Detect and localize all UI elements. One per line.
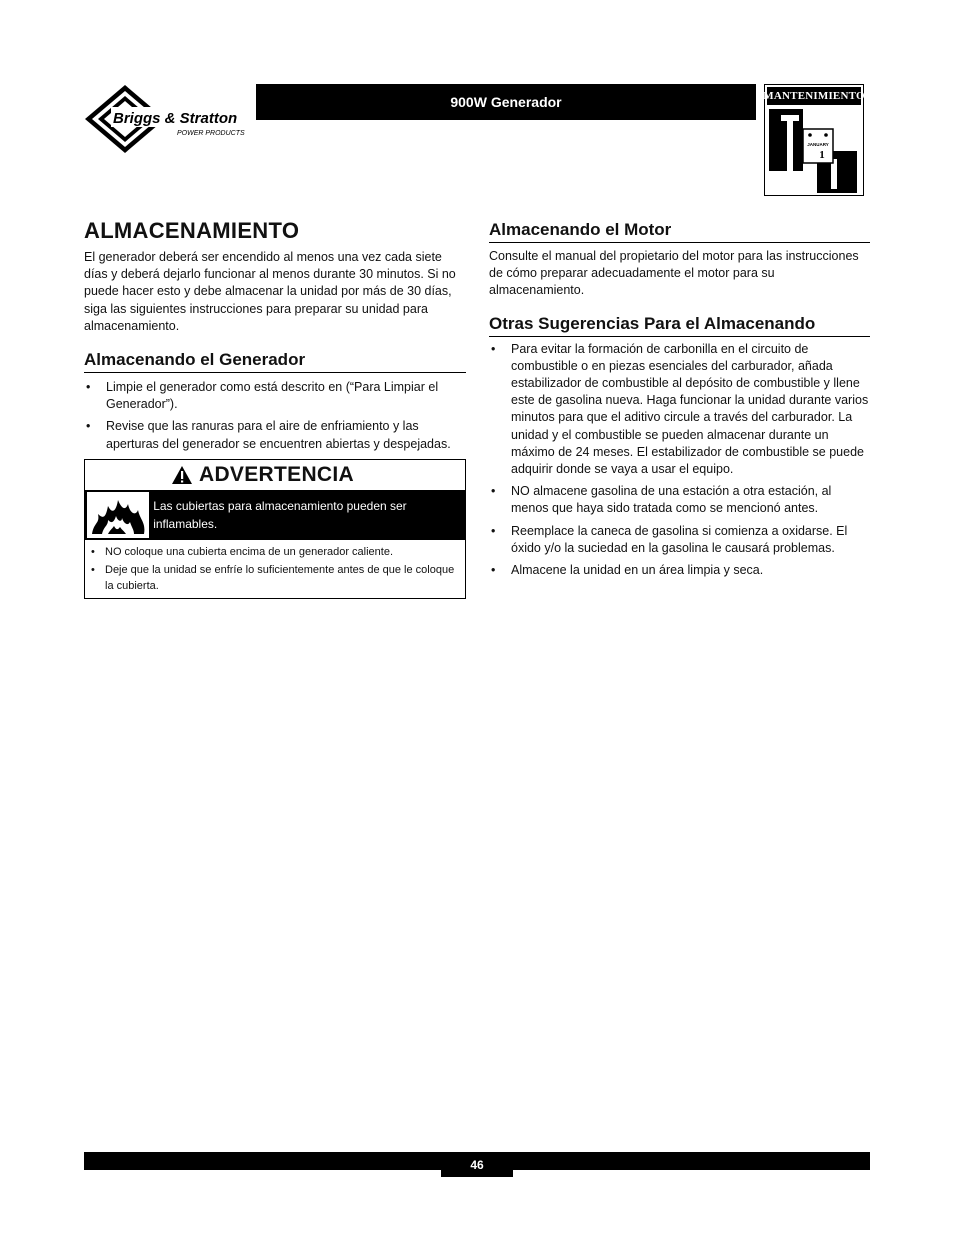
maintenance-badge-title: MANTENIMIENTO <box>767 87 861 105</box>
calendar-month: JANUARY <box>807 142 829 147</box>
product-title-bar <box>256 84 756 120</box>
right-column <box>489 220 870 579</box>
page-title: ALMACENAMIENTO <box>84 218 300 243</box>
calendar-wrench-icon <box>767 107 861 193</box>
calendar-day: 1 <box>819 149 825 161</box>
list-item: • NO coloque una cubierta encima de un generador caliente. <box>89 545 461 561</box>
warning-list <box>85 540 465 599</box>
list-item: • Revise que las ranuras para el aire de enfriamiento y las aperturas del generador se encuentren abiertas y despejadas. <box>84 418 466 452</box>
list-item: • Limpie el generador como está descrito en (“Para Limpiar el Generador”). <box>84 379 466 413</box>
flame-icon <box>87 492 149 538</box>
brand-name: Briggs & Stratton <box>113 110 238 127</box>
list-item: • Deje que la unidad se enfríe lo suficientemente antes de que le coloque la cubierta. <box>89 563 461 594</box>
warning-message: Las cubiertas para almacenamiento pueden ser inflamables. <box>153 498 407 531</box>
page-number-text: 46 <box>470 1157 484 1172</box>
warning-message-band <box>85 490 465 540</box>
product-title: 900W Generador <box>450 94 562 110</box>
motor-storage-heading: Almacenando el Motor <box>489 220 870 243</box>
briggs-stratton-logo <box>83 84 253 154</box>
other-tips-heading: Otras Sugerencias Para el Almacenando <box>489 314 870 337</box>
maintenance-badge <box>764 84 864 196</box>
page-number <box>441 1152 513 1177</box>
warning-title: ADVERTENCIA <box>199 462 354 486</box>
warning-header <box>85 460 465 490</box>
generator-storage-heading: Almacenando el Generador <box>84 350 466 373</box>
warning-box <box>84 459 466 600</box>
list-item: • Para evitar la formación de carbonilla en el circuito de combustible o en piezas esenciales del carburador, añada estabilizador de combustible al depósito de combustible y llene este de gasolina nueva. Haga funcionar la unidad durante varios minutos para que el aditivo circule a través del carburador. La unidad y el combustible se pueden almacenar durante un máximo de 24 meses. El estabilizador de combustible se puede adquirir donde se vaya a usar el equipo. <box>489 341 870 479</box>
list-item: • NO almacene gasolina de una estación a otra estación, al menos que haya sido tratada como se mencionó antes. <box>489 483 870 517</box>
list-item: • Almacene la unidad en un área limpia y seca. <box>489 562 870 579</box>
warning-triangle-icon <box>171 465 193 485</box>
intro-paragraph: El generador deberá ser encendido al menos una vez cada siete días y deberá dejarlo funcionar al menos durante 30 minutos. Si no puede hacer esto y debe almacenar la unidad por más de 30 días, siga las siguientes instrucciones para preparar su unidad para almacenamiento. <box>84 250 456 333</box>
brand-sub: POWER PRODUCTS <box>177 130 245 137</box>
list-item: • Reemplace la caneca de gasolina si comienza a oxidarse. El óxido y/o la suciedad en la gasolina le causará problemas. <box>489 523 870 557</box>
other-tips-list <box>489 341 870 580</box>
motor-storage-paragraph: Consulte el manual del propietario del motor para las instrucciones de cómo preparar adecuadamente el motor para su almacenamiento. <box>489 249 859 298</box>
left-column <box>84 218 466 599</box>
generator-storage-list <box>84 379 466 453</box>
